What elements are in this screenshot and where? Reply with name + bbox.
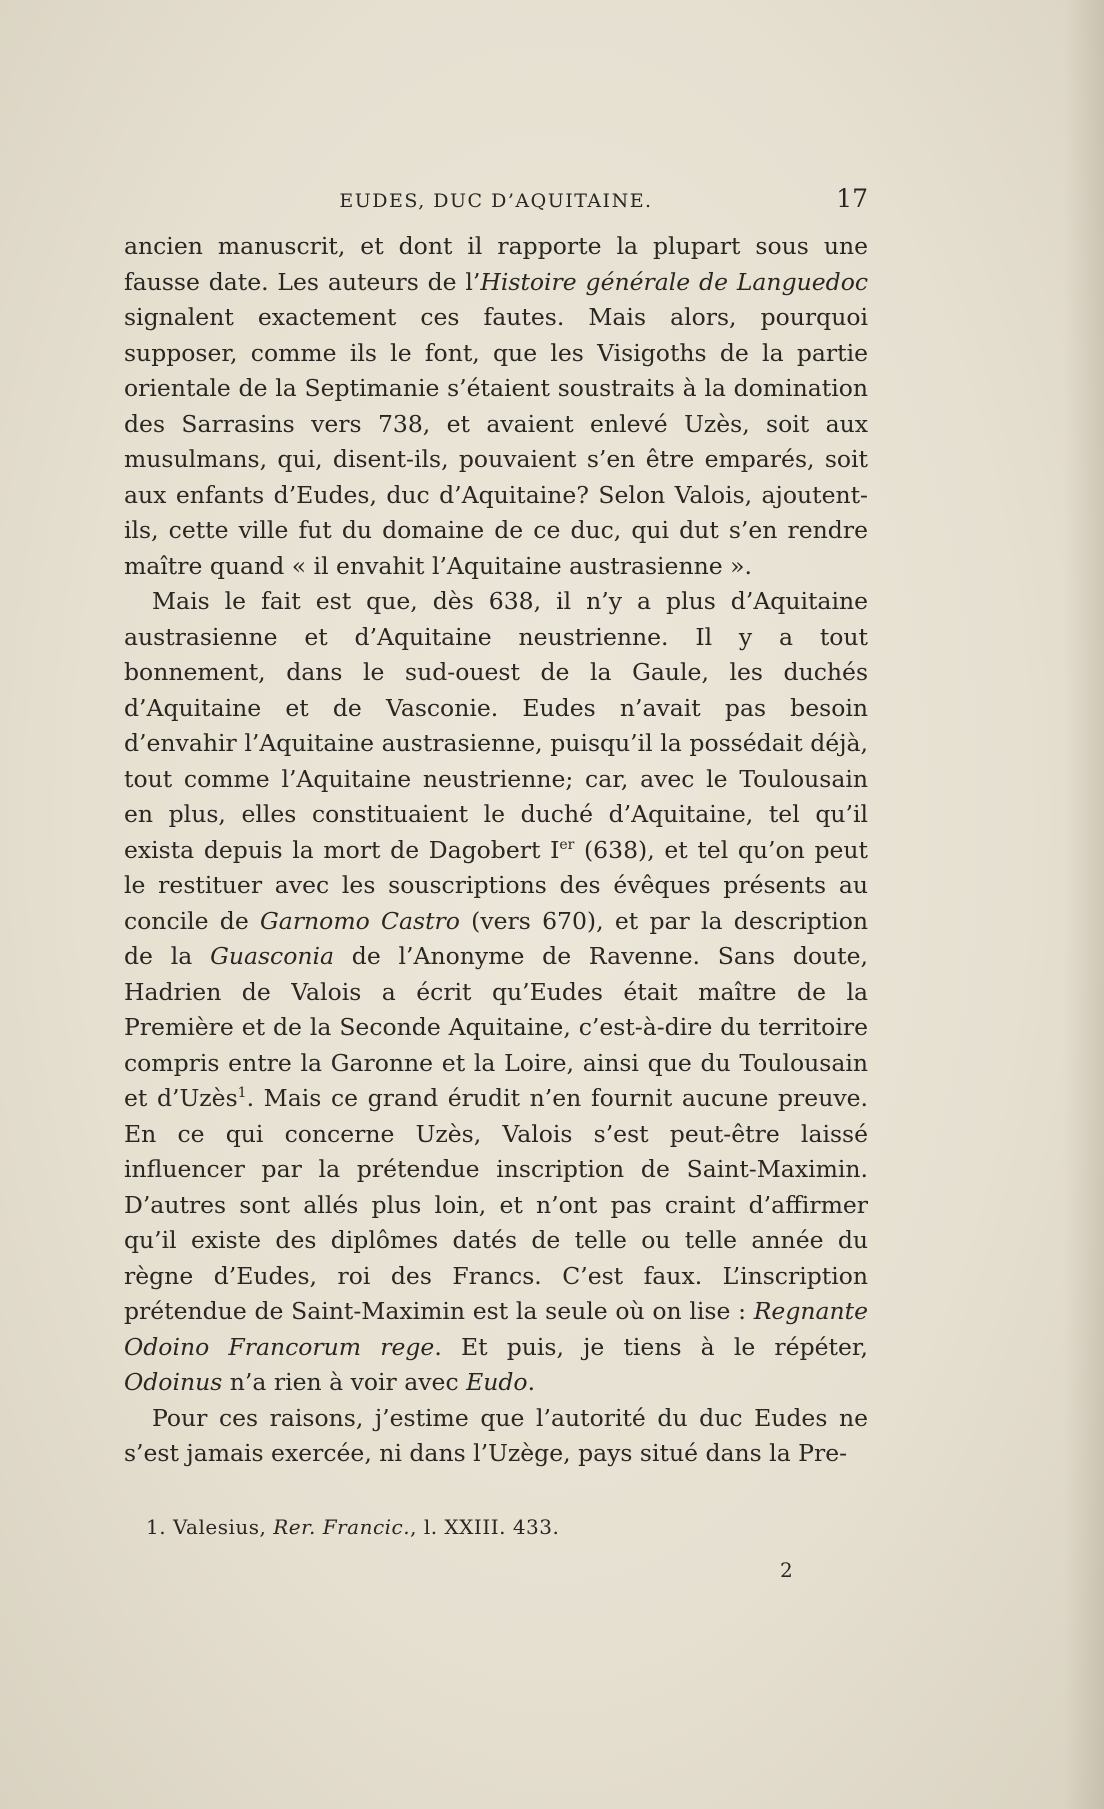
- signature-mark: 2: [780, 1558, 793, 1582]
- page-gutter-shadow: [1064, 0, 1104, 1809]
- text-run: signalent exactement ces fautes. Mais alors, pourquoi supposer, comme ils le font, que les Visigoths de la partie orientale de la Septimanie s’étaient soustraits à la domination des Sarrasins vers 738, et avaient enlevé Uzès, soit aux musulmans, qui, disent-ils, pouvaient s’en être emparés, soit aux enfants d’Eudes, duc d’Aquitaine? Selon Valois, ajoutent-ils, cette ville fut du domaine de ce duc, qui dut s’en rendre maître quand « il envahit l’Aquitaine austrasienne ».: [124, 303, 868, 580]
- text-run: ancien manuscrit, et dont il rapporte la plupart sous une fausse date. Les auteurs de l’: [124, 232, 868, 296]
- text-run: . Mais ce grand érudit n’en fournit aucune preuve. En ce qui concerne Uzès, Valois s’est peut-être laissé influencer par la prétendue inscription de Saint-Maximin. D’autres sont allés plus loin, et n’ont pas craint d’affirmer qu’il existe des diplômes datés de telle ou telle année du règne d’Eudes, roi des Francs. C’est faux. L’inscription prétendue de Saint-Maximin est la seule où on lise :: [124, 1084, 868, 1325]
- text-run: . Et puis, je tiens à le répéter,: [434, 1332, 868, 1361]
- page-number: 17: [836, 184, 868, 213]
- paragraph-1: [124, 229, 868, 584]
- text-run: n’a rien à voir avec: [222, 1368, 467, 1396]
- body-text: [124, 229, 868, 1472]
- italic-place: Guasconia: [210, 942, 335, 970]
- text-run: .: [527, 1368, 536, 1396]
- running-title: EUDES, DUC D’AQUITAINE.: [339, 190, 653, 212]
- text-run: Pour ces raisons, j’estime que l’autorité du duc Eudes ne s’est jamais exercée, ni dans l’Uzège, pays situé dans la Pre-: [124, 1403, 868, 1467]
- text-run: (638), et tel qu’on peut le restituer avec les souscriptions des évêques présents au concile de: [124, 835, 868, 935]
- text-run: (vers 670), et par la description de la: [124, 906, 868, 970]
- footnote: [146, 1515, 846, 1539]
- text-run: de l’Anonyme de Ravenne. Sans doute, Hadrien de Valois a écrit qu’Eudes était maître de la Première et de la Seconde Aquitaine, c’est-à-dire du territoire compris entre la Garonne et la Loire, ainsi que du Toulousain et d’Uzès: [124, 942, 869, 1112]
- text-run: Mais le fait est que, dès 638, il n’y a plus d’Aquitaine austrasienne et d’Aquitaine neustrienne. Il y a tout bonnement, dans le sud-ouest de la Gaule, les duchés d’Aquitaine et de Vasconie. Eudes n’avait pas besoin d’envahir l’Aquitaine austrasienne, puisqu’il la possédait déjà, tout comme l’Aquitaine neustrienne; car, avec le Toulousain en plus, elles constituaient le duché d’Aquitaine, tel qu’il exista depuis la mort de Dagobert I: [124, 587, 868, 864]
- footnote-ref: 1: [237, 1085, 247, 1102]
- italic-quote: Regnante Odoino Francorum rege: [124, 1297, 868, 1361]
- paragraph-3: [124, 1401, 868, 1472]
- italic-name: Odoinus: [124, 1368, 223, 1396]
- paragraph-2: [124, 584, 868, 1401]
- italic-title: Rer. Francic.: [273, 1515, 411, 1539]
- page-header: [124, 184, 868, 220]
- superscript: er: [559, 836, 575, 853]
- text-run: , l. XXIII. 433.: [410, 1515, 560, 1539]
- italic-title: Histoire générale de Languedoc: [480, 267, 869, 296]
- text-run: 1. Valesius,: [146, 1515, 274, 1539]
- italic-name: Eudo: [466, 1368, 528, 1396]
- italic-place: Garnomo Castro: [260, 906, 460, 935]
